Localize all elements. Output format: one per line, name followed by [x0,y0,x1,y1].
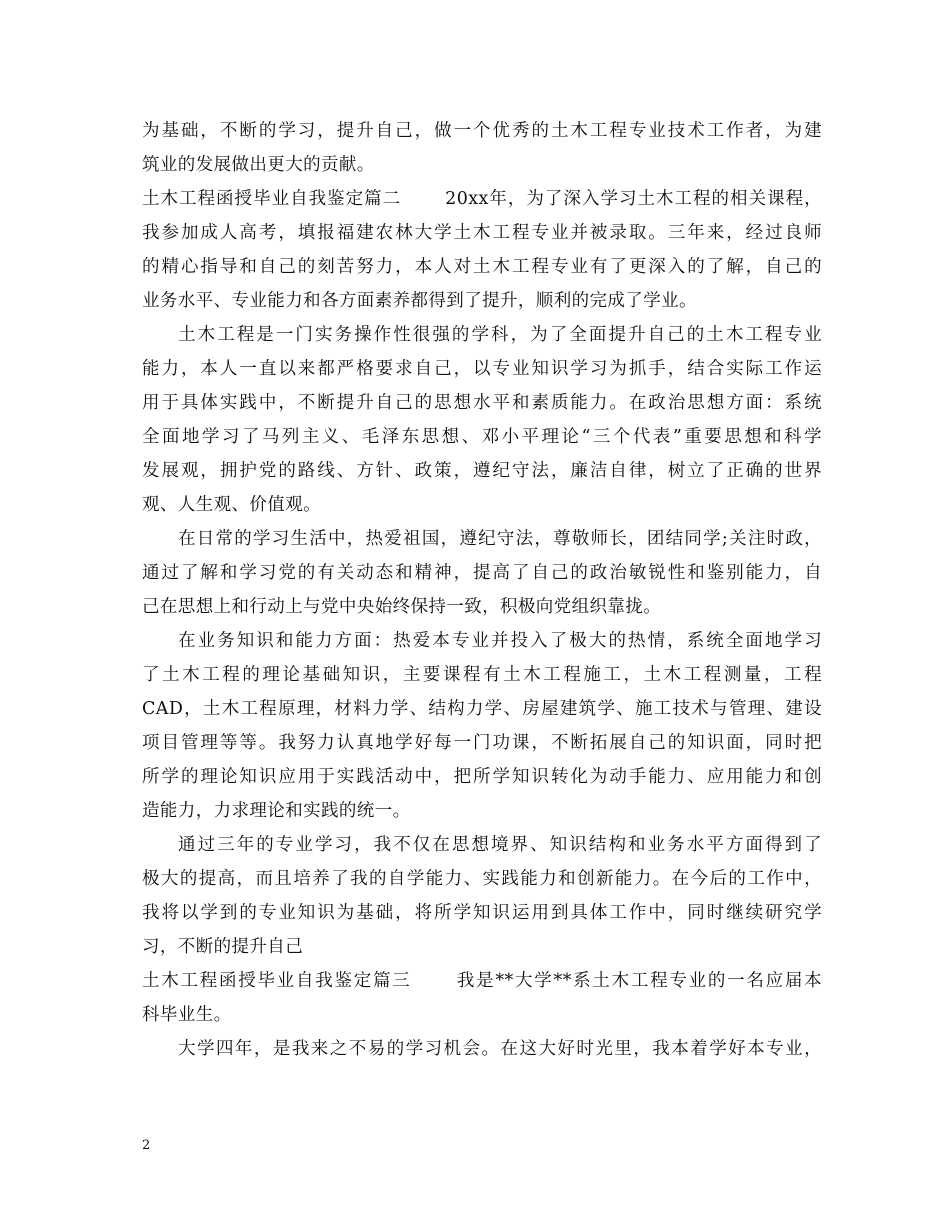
text-line: 的精心指导和自己的刻苦努力，本人对土木工程专业有了更深入的了解，自己的 [142,257,822,277]
text-line: 发展观，拥护党的路线、方针、政策，遵纪守法，廉洁自律，树立了正确的世界 [142,461,822,481]
text-line: 造能力，力求理论和实践的统一。 [142,801,411,821]
text-line: 观、人生观、价值观。 [142,495,321,515]
paragraph-first-line: 土木工程是一门实务操作性很强的学科，为了全面提升自己的土木工程专业 [178,325,822,345]
paragraph-first-line: 在业务知识和能力方面：热爱本专业并投入了极大的热情，系统全面地学习 [178,631,822,651]
text-line: CAD，土木工程原理，材料力学、结构力学、房屋建筑学、施工技术与管理、建设 [142,699,822,719]
page-number: 2 [142,1138,151,1153]
text-line: 科毕业生。 [142,1005,232,1025]
text-line: 用于具体实践中，不断提升自己的思想水平和素质能力。在政治思想方面：系统 [142,393,822,413]
text-line: 我将以学到的专业知识为基础，将所学知识运用到具体工作中，同时继续研究学 [142,903,822,923]
text-line: 极大的提高，而且培养了我的自学能力、实践能力和创新能力。在今后的工作中， [142,869,822,889]
text-line: 了土木工程的理论基础知识，主要课程有土木工程施工，土木工程测量，工程 [142,665,822,685]
text-line: 通过了解和学习党的有关动态和精神，提高了自己的政治敏锐性和鉴别能力，自 [142,563,822,583]
text-line: 己在思想上和行动上与党中央始终保持一致，积极向党组织靠拢。 [142,597,662,617]
text-line: 为基础，不断的学习，提升自己，做一个优秀的土木工程专业技术工作者，为建 [142,121,822,141]
text-line: 习，不断的提升自己 [142,937,304,957]
section-heading-three-text: 我是**大学**系土木工程专业的一名应届本 [455,971,822,991]
section-heading-three: 土木工程函授毕业自我鉴定篇三 [142,971,412,991]
text-line: 我参加成人高考，填报福建农林大学土木工程专业并被录取。三年来，经过良师 [142,223,822,243]
section-heading-line [142,182,822,216]
text-line: 项目管理等等。我努力认真地学好每一门功课，不断拓展自己的知识面，同时把 [142,733,822,753]
text-line: 所学的理论知识应用于实践活动中，把所学知识转化为动手能力、应用能力和创 [142,767,822,787]
section-heading-line [142,964,822,998]
section-heading-two-text: 20xx年，为了深入学习土木工程的相关课程， [445,189,822,209]
paragraph-first-line: 大学四年，是我来之不易的学习机会。在这大好时光里，我本着学好本专业， [178,1039,822,1059]
document-body [142,114,822,1066]
text-line: 业务水平、专业能力和各方面素养都得到了提升，顺利的完成了学业。 [142,291,697,311]
text-line: 能力，本人一直以来都严格要求自己，以专业知识学习为抓手，结合实际工作运 [142,359,822,379]
paragraph-first-line: 通过三年的专业学习，我不仅在思想境界、知识结构和业务水平方面得到了 [178,835,822,855]
text-line: 筑业的发展做出更大的贡献。 [142,155,375,175]
text-line: 全面地学习了马列主义、毛泽东思想、邓小平理论“三个代表”重要思想和科学 [142,427,822,447]
section-heading-two: 土木工程函授毕业自我鉴定篇二 [142,189,402,209]
paragraph-first-line: 在日常的学习生活中，热爱祖国，遵纪守法，尊敬师长，团结同学;关注时政， [178,529,822,549]
